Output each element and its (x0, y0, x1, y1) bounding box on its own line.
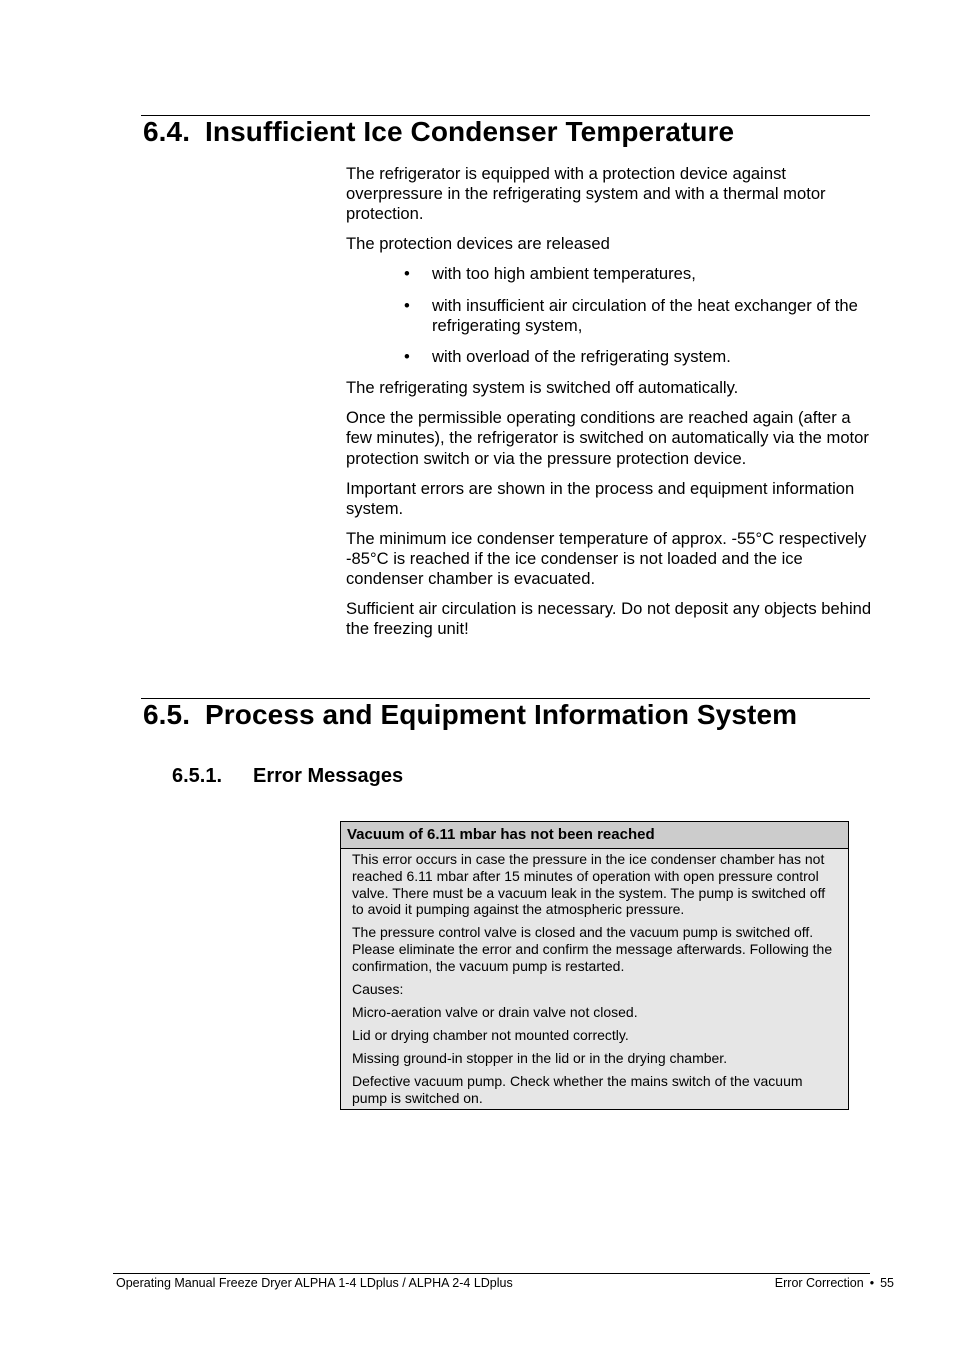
paragraph: Sufficient air circulation is necessary. Do not deposit any objects behind the freezing unit! (346, 599, 872, 639)
list-item (346, 347, 876, 367)
release-conditions-list (346, 264, 876, 367)
cause-item: Lid or drying chamber not mounted correctly. (352, 1026, 629, 1043)
bullet-icon: • (404, 295, 410, 315)
footer-page-info (775, 1276, 894, 1290)
section-6-4-number: 6.4. (143, 116, 191, 147)
list-item (346, 296, 876, 336)
paragraph: Once the permissible operating conditions are reached again (after a few minutes), the refrigerator is switched on automatically via the motor protection switch or via the pressure protection device. (346, 408, 869, 468)
section-6-5-1-number: 6.5.1. (172, 765, 223, 787)
paragraph: Important errors are shown in the process and equipment information system. (346, 478, 855, 518)
list-item-text: with too high ambient temperatures, (432, 264, 696, 284)
paragraph: The refrigerating system is switched off automatically. (346, 378, 739, 398)
footer-separator: • (869, 1276, 875, 1290)
section-6-4-body (346, 164, 876, 649)
cause-item: Micro-aeration valve or drain valve not closed. (352, 1003, 638, 1020)
list-item-text: with overload of the refrigerating system. (432, 347, 731, 367)
section-6-5-1-heading (172, 765, 403, 788)
paragraph: The minimum ice condenser temperature of approx. -55°C respectively -85°C is reached if the ice condenser is not loaded and the ice condenser chamber is evacuated. (346, 528, 867, 589)
paragraph: The protection devices are released (346, 234, 610, 254)
section-6-4-title: Insufficient Ice Condenser Temperature (205, 116, 735, 147)
error-message-title: Vacuum of 6.11 mbar has not been reached (341, 822, 848, 849)
section-6-5-title: Process and Equipment Information System (205, 699, 798, 730)
error-message-description (341, 849, 848, 1109)
causes-label: Causes: (352, 980, 404, 997)
error-paragraph: This error occurs in case the pressure in the ice condenser chamber has not reached 6.11 mbar after 15 minutes of operation with open pressure control valve. There must be a vacuum leak in the system. The pump is switched off to avoid it pumping against the atmospheric pressure. (352, 851, 826, 918)
error-message-table (340, 821, 849, 1110)
footer-rule (113, 1273, 870, 1274)
paragraph: The refrigerator is equipped with a protection device against overpressure in the refrigerating system and with a thermal motor protection. (346, 164, 826, 224)
section-6-5-number: 6.5. (143, 699, 191, 730)
section-6-5-heading (143, 699, 797, 731)
footer-document-title: Operating Manual Freeze Dryer ALPHA 1-4 LDplus / ALPHA 2-4 LDplus (116, 1276, 513, 1290)
list-item (346, 264, 876, 284)
section-6-5-1-title: Error Messages (253, 765, 404, 787)
list-item-text: with insufficient air circulation of the heat exchanger of the refrigerating system, (432, 295, 858, 335)
bullet-icon: • (404, 347, 410, 367)
section-6-4-heading (143, 116, 734, 148)
page-number: 55 (880, 1276, 894, 1290)
cause-item: Defective vacuum pump. Check whether the mains switch of the vacuum pump is switched on. (352, 1072, 803, 1106)
cause-item: Missing ground-in stopper in the lid or in the drying chamber. (352, 1049, 728, 1066)
error-paragraph: The pressure control valve is closed and the vacuum pump is switched off. Please eliminate the error and confirm the message afterwards. Following the confirmation, the vacuum pump is restarted. (352, 924, 833, 974)
bullet-icon: • (404, 264, 410, 284)
footer-section-name: Error Correction (774, 1276, 864, 1290)
